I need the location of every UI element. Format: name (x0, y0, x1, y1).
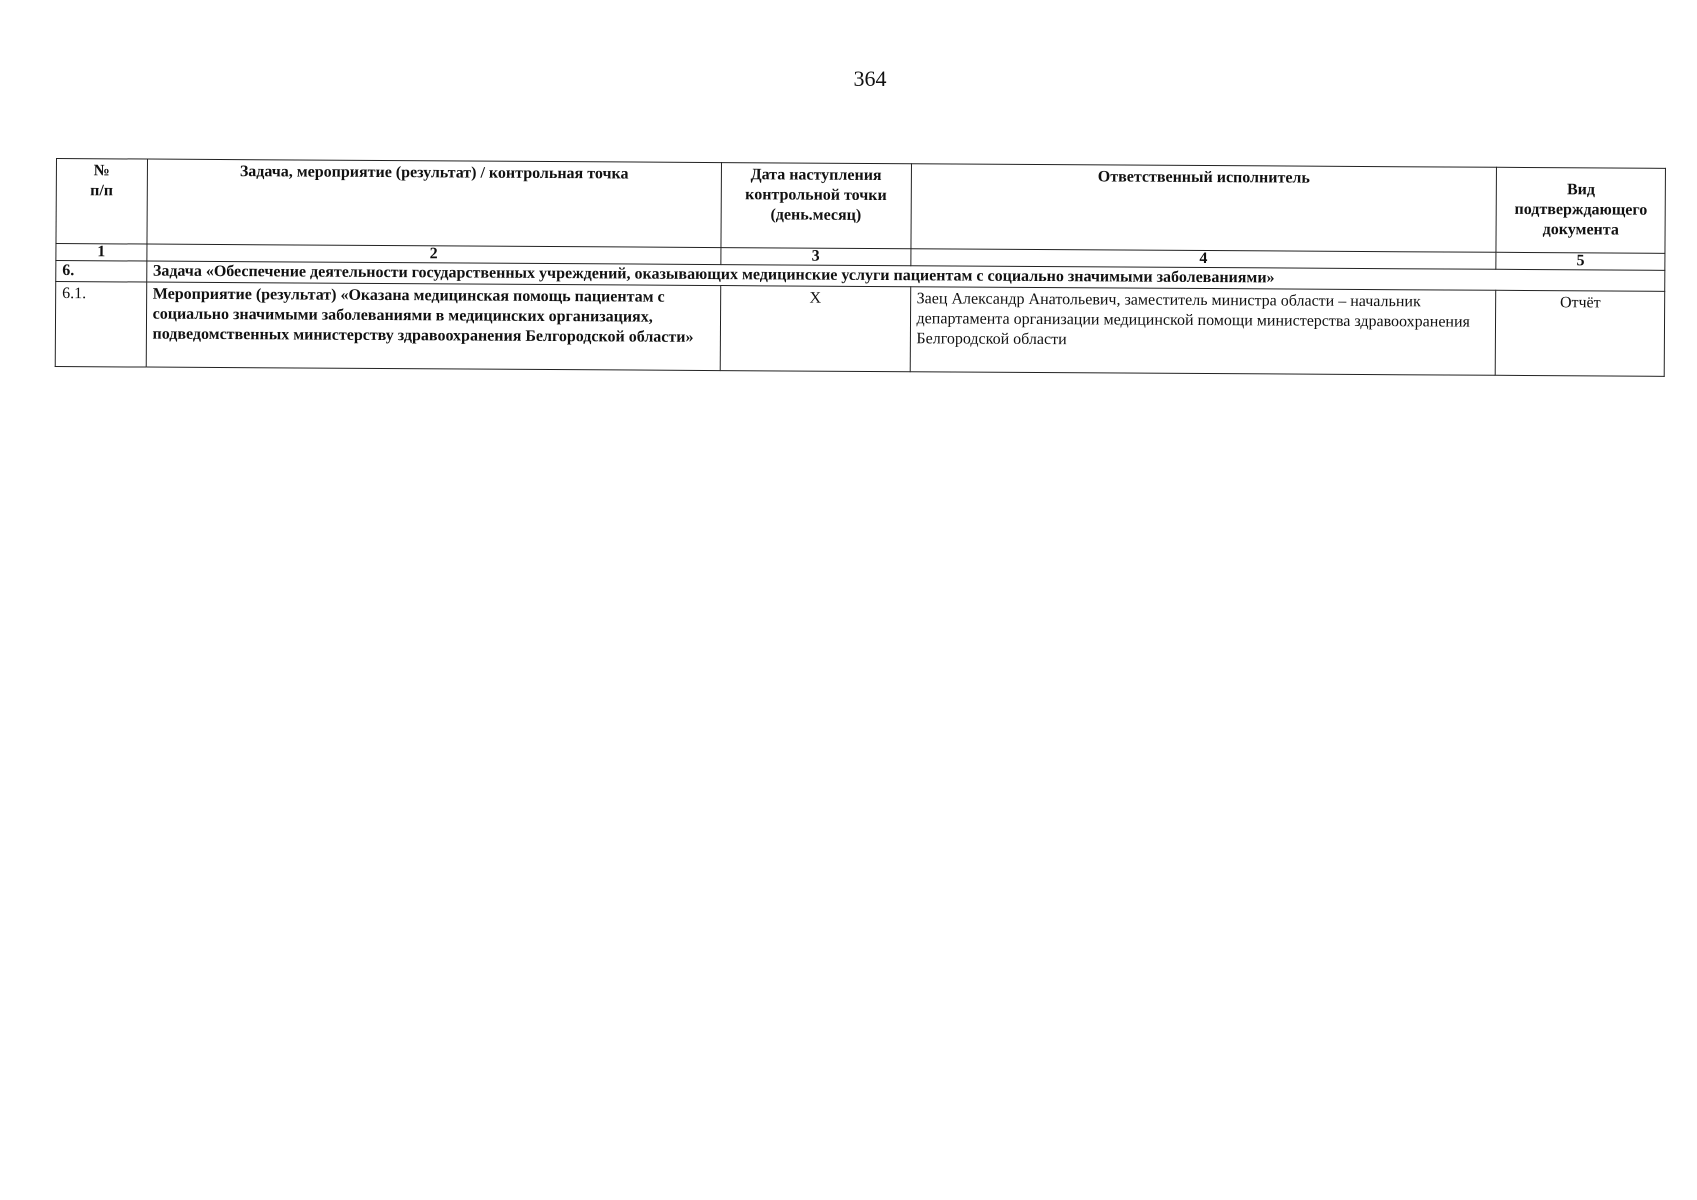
column-number: 2 (146, 244, 720, 265)
task-number: 6. (56, 261, 147, 283)
header-responsible: Ответственный исполнитель (910, 164, 1496, 253)
event-date: Х (720, 286, 910, 372)
page-number: 364 (853, 66, 887, 91)
event-number: 6.1. (55, 282, 146, 368)
event-title: Мероприятие (результат) «Оказана медицинская помощь пациентам с социально значимыми заболеваниями в медицинских организациях, подведомственных министерству здравоохранения Белгородской области» (146, 282, 721, 371)
column-number: 1 (56, 244, 147, 262)
event-responsible: Заец Александр Анатольевич, заместитель министра области – начальник департамента организации медицинской помощи министерства здравоохранения Белгородской области (910, 287, 1496, 376)
event-document: Отчёт (1496, 290, 1665, 376)
header-task: Задача, мероприятие (результат) / контрольная точка (147, 159, 722, 248)
column-number: 4 (910, 249, 1496, 270)
task-title: Задача «Обеспечение деятельности государственных учреждений, оказывающих медицинские услуги пациентам с социально значимыми заболеваниями» (146, 261, 1664, 291)
header-number: № п/п (56, 159, 147, 245)
column-number: 3 (721, 248, 911, 266)
column-number: 5 (1496, 252, 1665, 270)
header-date: Дата наступления контрольной точки (день.месяц) (721, 163, 911, 249)
header-document: Вид подтверждающего документа (1496, 167, 1665, 253)
event-row (55, 282, 1664, 377)
control-points-table (55, 158, 1666, 377)
table-header-row (56, 159, 1665, 254)
